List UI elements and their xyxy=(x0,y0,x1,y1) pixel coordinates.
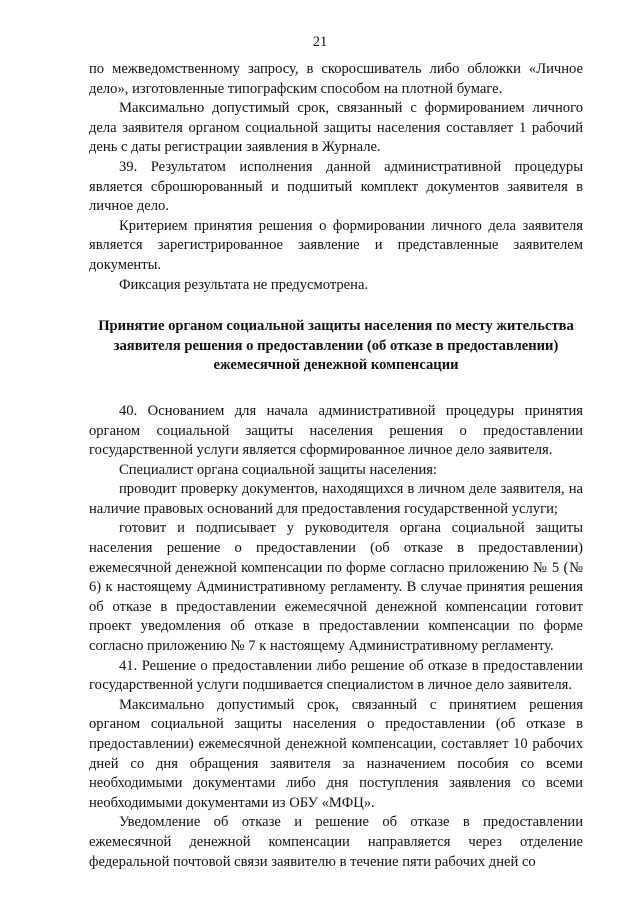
paragraph-continuation: по межведомственному запросу, в скоросшиватель либо обложки «Личное дело», изготовленные типографским способом на плотной бумаге. xyxy=(89,61,583,97)
paragraph: Критерием принятия решения о формировании личного дела заявителя является зарегистрированное заявление и представленные заявителем документы. xyxy=(89,217,583,273)
paragraph: Максимально допустимый срок, связанный с принятием решения органом социальной защиты населения о предоставлении (об отказе в предоставлении) ежемесячной денежной компенсации, составляет 10 рабочих дней со дня обращения заявителя за назначением пособия со всеми необходимыми документами либо дня поступления заявления со всеми необходимыми документами из ОБУ «МФЦ». xyxy=(89,696,583,811)
paragraph: проводит проверку документов, находящихся в личном деле заявителя, на наличие правовых оснований для предоставления государственной услуги; xyxy=(89,481,583,517)
document-body xyxy=(89,60,583,872)
section-heading: Принятие органом социальной защиты населения по месту жительства заявителя решения о предоставлении (об отказе в предоставлении) ежемесячной денежной компенсации xyxy=(98,318,574,374)
paragraph: 40. Основанием для начала административной процедуры принятия органом социальной защиты населения решения о предоставлении государственной услуги является сформированное личное дело заявителя. xyxy=(89,402,583,459)
paragraph: Уведомление об отказе и решение об отказе в предоставлении ежемесячной денежной компенсации направляется через отделение федеральной почтовой связи заявителю в течение пяти рабочих дней со xyxy=(89,814,583,870)
paragraph: Фиксация результата не предусмотрена. xyxy=(119,276,369,293)
page-number: 21 xyxy=(312,34,328,50)
paragraph: 39. Результатом исполнения данной административной процедуры является сброшюрованный и подшитый комплект документов заявителя в личное дело. xyxy=(89,158,583,215)
paragraph: Специалист органа социальной защиты населения: xyxy=(119,461,438,478)
paragraph: Максимально допустимый срок, связанный с формированием личного дела заявителя органом социальной защиты населения составляет 1 рабочий день с даты регистрации заявления в Журнале. xyxy=(89,100,583,156)
paragraph: 41. Решение о предоставлении либо решение об отказе в предоставлении государственной услуги подшивается специалистом в личное дело заявителя. xyxy=(89,657,583,694)
paragraph: готовит и подписывает у руководителя органа социальной защиты населения решение о предоставлении (об отказе в предоставлении) ежемесячной денежной компенсации по форме согласно приложению № 5 (№ 6) к настоящему Административному регламенту. В случае принятия решения об отказе в предоставлении ежемесячной денежной компенсации готовит проект уведомления об отказе в предоставлении компенсации по форме согласно приложению № 7 к настоящему Административному регламенту. xyxy=(89,520,583,655)
